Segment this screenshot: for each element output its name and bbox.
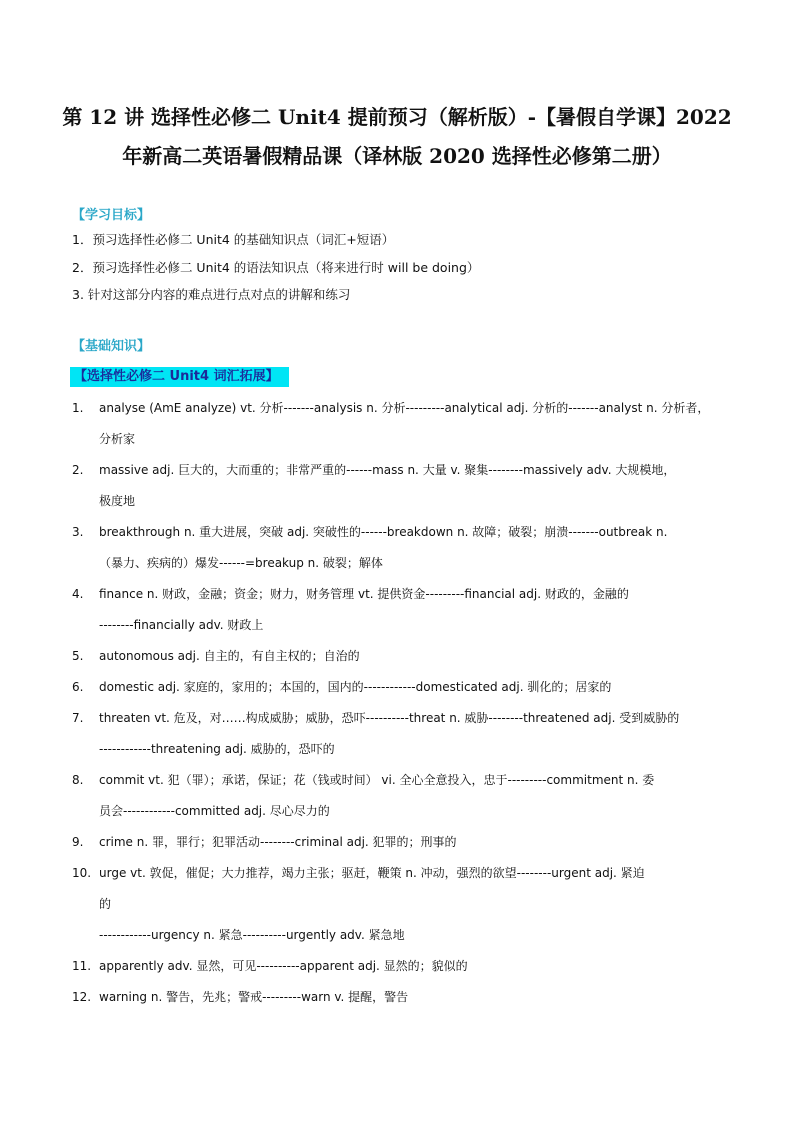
title-line-1: 第 12 讲 选择性必修二 Unit4 提前预习（解析版）-【暑假自学课】2022 — [62, 105, 732, 129]
vocab-entry-line: （暴力、疾病的）爆发------=breakup n. 破裂；解体 — [99, 556, 383, 570]
vocab-entry-number: 10. — [72, 866, 92, 880]
vocab-entry-line: warning n. 警告，先兆；警戒---------warn v. 提醒，警告 — [99, 990, 409, 1004]
vocab-entry-line: --------financially adv. 财政上 — [99, 618, 264, 632]
vocab-entry-number: 12. — [72, 990, 92, 1004]
vocab-entry-number: 2. — [72, 463, 84, 477]
vocab-entry-line: finance n. 财政，金融；资金；财力，财务管理 vt. 提供资金---------financial adj. 财政的，金融的 — [99, 587, 629, 601]
basic-knowledge-heading: 【基础知识】 — [72, 339, 151, 354]
goal-item: 3. 针对这部分内容的难点进行点对点的讲解和练习 — [72, 287, 351, 302]
learning-goals-heading: 【学习目标】 — [72, 208, 151, 223]
title-line-2: 年新高二英语暑假精品课（译林版 2020 选择性必修第二册） — [122, 144, 672, 168]
vocab-entry-line: ------------threatening adj. 威胁的，恐吓的 — [99, 742, 335, 756]
goal-item: 2．预习选择性必修二 Unit4 的语法知识点（将来进行时 will be doing） — [72, 259, 480, 275]
vocab-entry-number: 9. — [72, 835, 84, 849]
vocab-entry-number: 11. — [72, 959, 92, 973]
vocab-entry-line: massive adj. 巨大的，大而重的；非常严重的------mass n. 大量 v. 聚集--------massively adv. 大规模地， — [99, 463, 676, 477]
vocab-entry-line: 的 — [99, 897, 112, 911]
learning-goals-list — [72, 226, 479, 309]
vocab-entry-line: breakthrough n. 重大进展，突破 adj. 突破性的------breakdown n. 故障；破裂；崩溃-------outbreak n. — [99, 525, 668, 539]
vocab-entry-line: crime n. 罪，罪行；犯罪活动--------criminal adj. 犯罪的；刑事的 — [99, 835, 457, 849]
goal-item: 1．预习选择性必修二 Unit4 的基础知识点（词汇+短语） — [72, 232, 395, 247]
vocab-entry-line: 员会------------committed adj. 尽心尽力的 — [99, 804, 330, 818]
vocab-entry-line: apparently adv. 显然，可见----------apparent adj. 显然的；貌似的 — [99, 959, 468, 973]
vocab-entry-number: 1. — [72, 401, 84, 415]
vocab-entry-line: commit vt. 犯（罪）；承诺，保证；花（钱或时间） vi. 全心全意投入，忠于---------commitment n. 委 — [99, 773, 655, 787]
vocab-entry-line: threaten vt. 危及，对……构成威胁；威胁，恐吓----------threat n. 威胁--------threatened adj. 受到威胁的 — [99, 711, 680, 725]
vocab-entry-number: 8. — [72, 773, 84, 787]
vocab-entry-number: 3. — [72, 525, 84, 539]
vocab-entry-number: 6. — [72, 680, 84, 694]
vocab-entry-line: ------------urgency n. 紧急----------urgently adv. 紧急地 — [99, 928, 405, 942]
document-title — [60, 98, 734, 176]
vocab-entry-line: domestic adj. 家庭的，家用的；本国的，国内的------------domesticated adj. 驯化的；居家的 — [99, 680, 612, 694]
vocab-entry-line: 分析家 — [99, 432, 136, 446]
vocab-entry-line: urge vt. 敦促，催促；大力推荐，竭力主张；驱赶，鞭策 n. 冲动，强烈的欲望--------urgent adj. 紧迫 — [99, 866, 645, 880]
vocab-entry-number: 7. — [72, 711, 84, 725]
vocab-entry-line: analyse (AmE analyze) vt. 分析-------analysis n. 分析---------analytical adj. 分析的-------analyst n. 分析者， — [99, 401, 710, 415]
vocab-entry-line: autonomous adj. 自主的，有自主权的；自治的 — [99, 649, 360, 663]
vocabulary-expansion-heading: 【选择性必修二 Unit4 词汇拓展】 — [70, 367, 289, 387]
vocab-entry-line: 极度地 — [99, 494, 136, 508]
vocab-entry-number: 5. — [72, 649, 84, 663]
vocab-entry-number: 4. — [72, 587, 84, 601]
